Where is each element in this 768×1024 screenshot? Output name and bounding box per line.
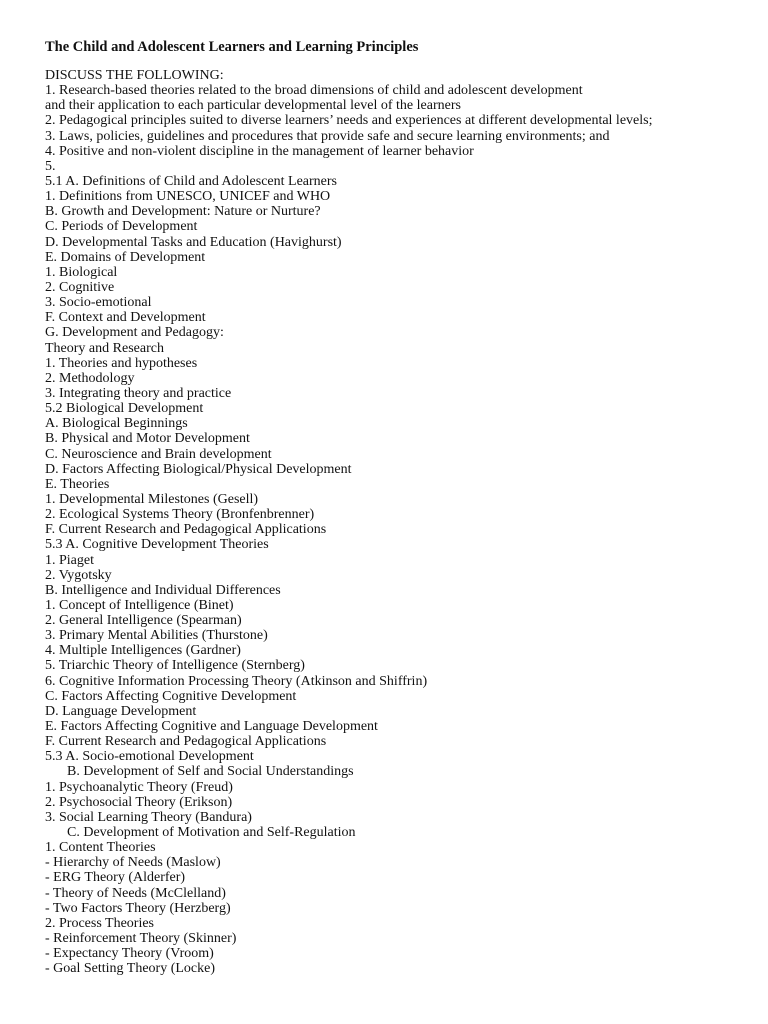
text-line: B. Growth and Development: Nature or Nurture?	[45, 204, 321, 220]
text-line: - Two Factors Theory (Herzberg)	[45, 900, 231, 916]
text-line: C. Development of Motivation and Self-Regulation	[67, 825, 356, 841]
text-line: 1. Biological	[45, 264, 118, 280]
text-line: 1. Research-based theories related to the broad dimensions of child and adolescent development	[45, 83, 583, 99]
text-line: 4. Positive and non-violent discipline in the management of learner behavior	[45, 143, 474, 159]
text-line: 2. Psychosocial Theory (Erikson)	[45, 794, 233, 810]
text-line: 4. Multiple Intelligences (Gardner)	[45, 643, 241, 659]
text-line: G. Development and Pedagogy:	[45, 325, 224, 341]
text-line: 2. Cognitive	[45, 279, 115, 295]
text-line: 5.	[45, 158, 56, 174]
text-line: 1. Developmental Milestones (Gesell)	[45, 491, 259, 507]
text-line: 1. Psychoanalytic Theory (Freud)	[45, 779, 233, 795]
text-line: 3. Laws, policies, guidelines and procedures that provide safe and secure learning environments; and	[45, 128, 610, 144]
text-line: E. Factors Affecting Cognitive and Language Development	[45, 719, 378, 735]
text-line: - ERG Theory (Alderfer)	[45, 870, 186, 886]
document-body	[45, 68, 652, 976]
text-line: E. Domains of Development	[45, 249, 206, 265]
text-line: F. Current Research and Pedagogical Applications	[45, 734, 327, 750]
text-line: B. Physical and Motor Development	[45, 431, 250, 447]
text-line: 3. Integrating theory and practice	[45, 385, 232, 401]
text-line: 2. Process Theories	[45, 915, 154, 931]
text-line: 3. Socio-emotional	[45, 295, 152, 311]
text-line: 2. General Intelligence (Spearman)	[45, 613, 242, 629]
text-line: 1. Concept of Intelligence (Binet)	[45, 597, 234, 613]
text-line: D. Language Development	[45, 703, 197, 719]
text-line: 5.3 A. Cognitive Development Theories	[45, 537, 269, 553]
text-line: D. Factors Affecting Biological/Physical Development	[45, 461, 352, 477]
text-line: DISCUSS THE FOLLOWING:	[45, 68, 224, 83]
text-line: 1. Definitions from UNESCO, UNICEF and WHO	[45, 189, 331, 205]
text-line: 5.1 A. Definitions of Child and Adolescent Learners	[45, 173, 337, 189]
text-line: Theory and Research	[45, 340, 164, 356]
text-line: B. Intelligence and Individual Differences	[45, 582, 281, 598]
text-line: C. Neuroscience and Brain development	[45, 446, 272, 462]
text-line: F. Current Research and Pedagogical Applications	[45, 522, 327, 538]
text-line: C. Factors Affecting Cognitive Development	[45, 688, 297, 704]
text-line: 3. Primary Mental Abilities (Thurstone)	[45, 628, 268, 644]
text-line: 2. Vygotsky	[45, 567, 112, 583]
text-line: - Goal Setting Theory (Locke)	[45, 961, 216, 977]
text-line: and their application to each particular developmental level of the learners	[45, 98, 461, 114]
text-line: - Hierarchy of Needs (Maslow)	[45, 855, 221, 871]
text-line: F. Context and Development	[45, 310, 206, 326]
text-line: C. Periods of Development	[45, 219, 198, 235]
text-line: D. Developmental Tasks and Education (Havighurst)	[45, 234, 342, 250]
text-line: - Reinforcement Theory (Skinner)	[45, 931, 237, 947]
text-line: 3. Social Learning Theory (Bandura)	[45, 809, 252, 825]
text-line: A. Biological Beginnings	[45, 416, 188, 432]
text-line: 2. Methodology	[45, 370, 135, 386]
text-line: 5.3 A. Socio-emotional Development	[45, 749, 254, 765]
text-line: - Theory of Needs (McClelland)	[45, 885, 226, 901]
text-line: 5.2 Biological Development	[45, 401, 204, 417]
text-line: 1. Theories and hypotheses	[45, 355, 198, 371]
text-line: 2. Ecological Systems Theory (Bronfenbrenner)	[45, 507, 315, 523]
text-line: - Expectancy Theory (Vroom)	[45, 946, 214, 962]
text-line: 6. Cognitive Information Processing Theory (Atkinson and Shiffrin)	[45, 673, 428, 689]
text-line: 1. Content Theories	[45, 840, 156, 856]
text-line: E. Theories	[45, 476, 110, 492]
text-line: 1. Piaget	[45, 552, 94, 568]
document-title: The Child and Adolescent Learners and Learning Principles	[45, 39, 419, 55]
text-line: B. Development of Self and Social Understandings	[67, 764, 354, 780]
text-line: 2. Pedagogical principles suited to diverse learners’ needs and experiences at different developmental levels;	[45, 113, 653, 129]
text-line: 5. Triarchic Theory of Intelligence (Sternberg)	[45, 658, 305, 674]
